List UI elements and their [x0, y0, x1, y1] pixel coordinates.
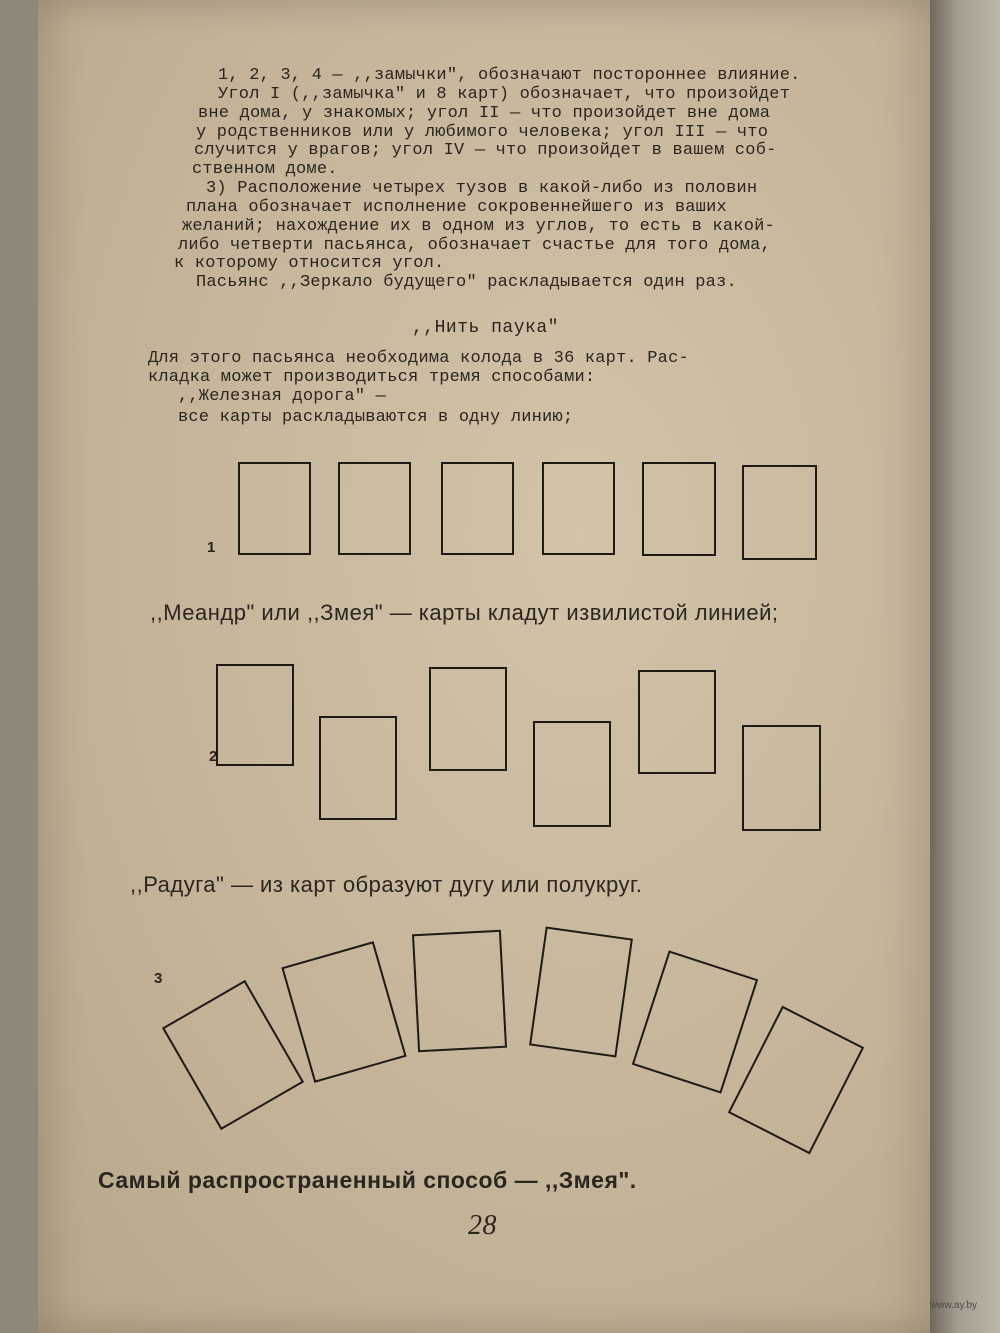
- text-line: к которому относится угол.: [174, 254, 445, 273]
- card-outline: [742, 465, 817, 560]
- card-outline: [216, 664, 294, 766]
- card-outline: [533, 721, 611, 827]
- caption-rainbow: ,,Радуга" — из карт образуют дугу или полукруг.: [130, 872, 643, 897]
- text-line: все карты раскладываются в одну линию;: [178, 408, 574, 427]
- text-line: Для этого пасьянса необходима колода в 36 карт. Рас-: [148, 349, 689, 368]
- text-line: 1, 2, 3, 4 — ,,замычки", обозначают постороннее влияние.: [218, 66, 801, 85]
- card-outline: [638, 670, 716, 774]
- text-line: 3) Расположение четырех тузов в какой-либо из половин: [206, 179, 758, 198]
- closing-text: Самый распространенный способ — ,,Змея".: [98, 1167, 637, 1193]
- text-line: ,,Железная дорога" —: [178, 387, 387, 406]
- card-outline: [441, 462, 514, 555]
- text-line: либо четверти пасьянса, обозначает счастье для того дома,: [178, 236, 771, 255]
- diagram-number: 2: [209, 748, 218, 765]
- section-title: ,,Нить паука": [412, 318, 559, 338]
- card-outline: [412, 930, 507, 1052]
- page-number: 28: [468, 1210, 497, 1241]
- facing-page-edge: [930, 0, 1000, 1333]
- text-line: случится у врагов; угол IV — что произойдет в вашем соб-: [194, 141, 777, 160]
- card-outline: [429, 667, 507, 771]
- text-line: у родственников или у любимого человека; угол III — что: [196, 123, 769, 142]
- diagram-number: 3: [154, 970, 163, 987]
- text-line: вне дома, у знакомых; угол II — что произойдет вне дома: [198, 104, 771, 123]
- card-outline: [319, 716, 397, 820]
- card-outline: [238, 462, 311, 555]
- text-line: ственном доме.: [192, 160, 338, 179]
- card-outline: [529, 926, 633, 1057]
- caption-snake: ,,Меандр" или ,,Змея" — карты кладут извилистой линией;: [150, 600, 779, 625]
- card-outline: [542, 462, 615, 555]
- text-line: желаний; нахождение их в одном из углов, то есть в какой-: [182, 217, 775, 236]
- card-outline: [742, 725, 821, 831]
- text-line: кладка может производиться тремя способами:: [148, 368, 596, 387]
- diagram-number: 1: [207, 539, 216, 556]
- card-outline: [338, 462, 411, 555]
- card-outline: [642, 462, 716, 556]
- text-line: плана обозначает исполнение сокровеннейшего из ваших: [186, 198, 727, 217]
- text-line: Пасьянс ,,Зеркало будущего" раскладывается один раз.: [196, 273, 737, 292]
- text-line: Угол I (,,замычка" и 8 карт) обозначает, что произойдет: [218, 85, 791, 104]
- watermark: www.ay.by: [930, 1300, 978, 1311]
